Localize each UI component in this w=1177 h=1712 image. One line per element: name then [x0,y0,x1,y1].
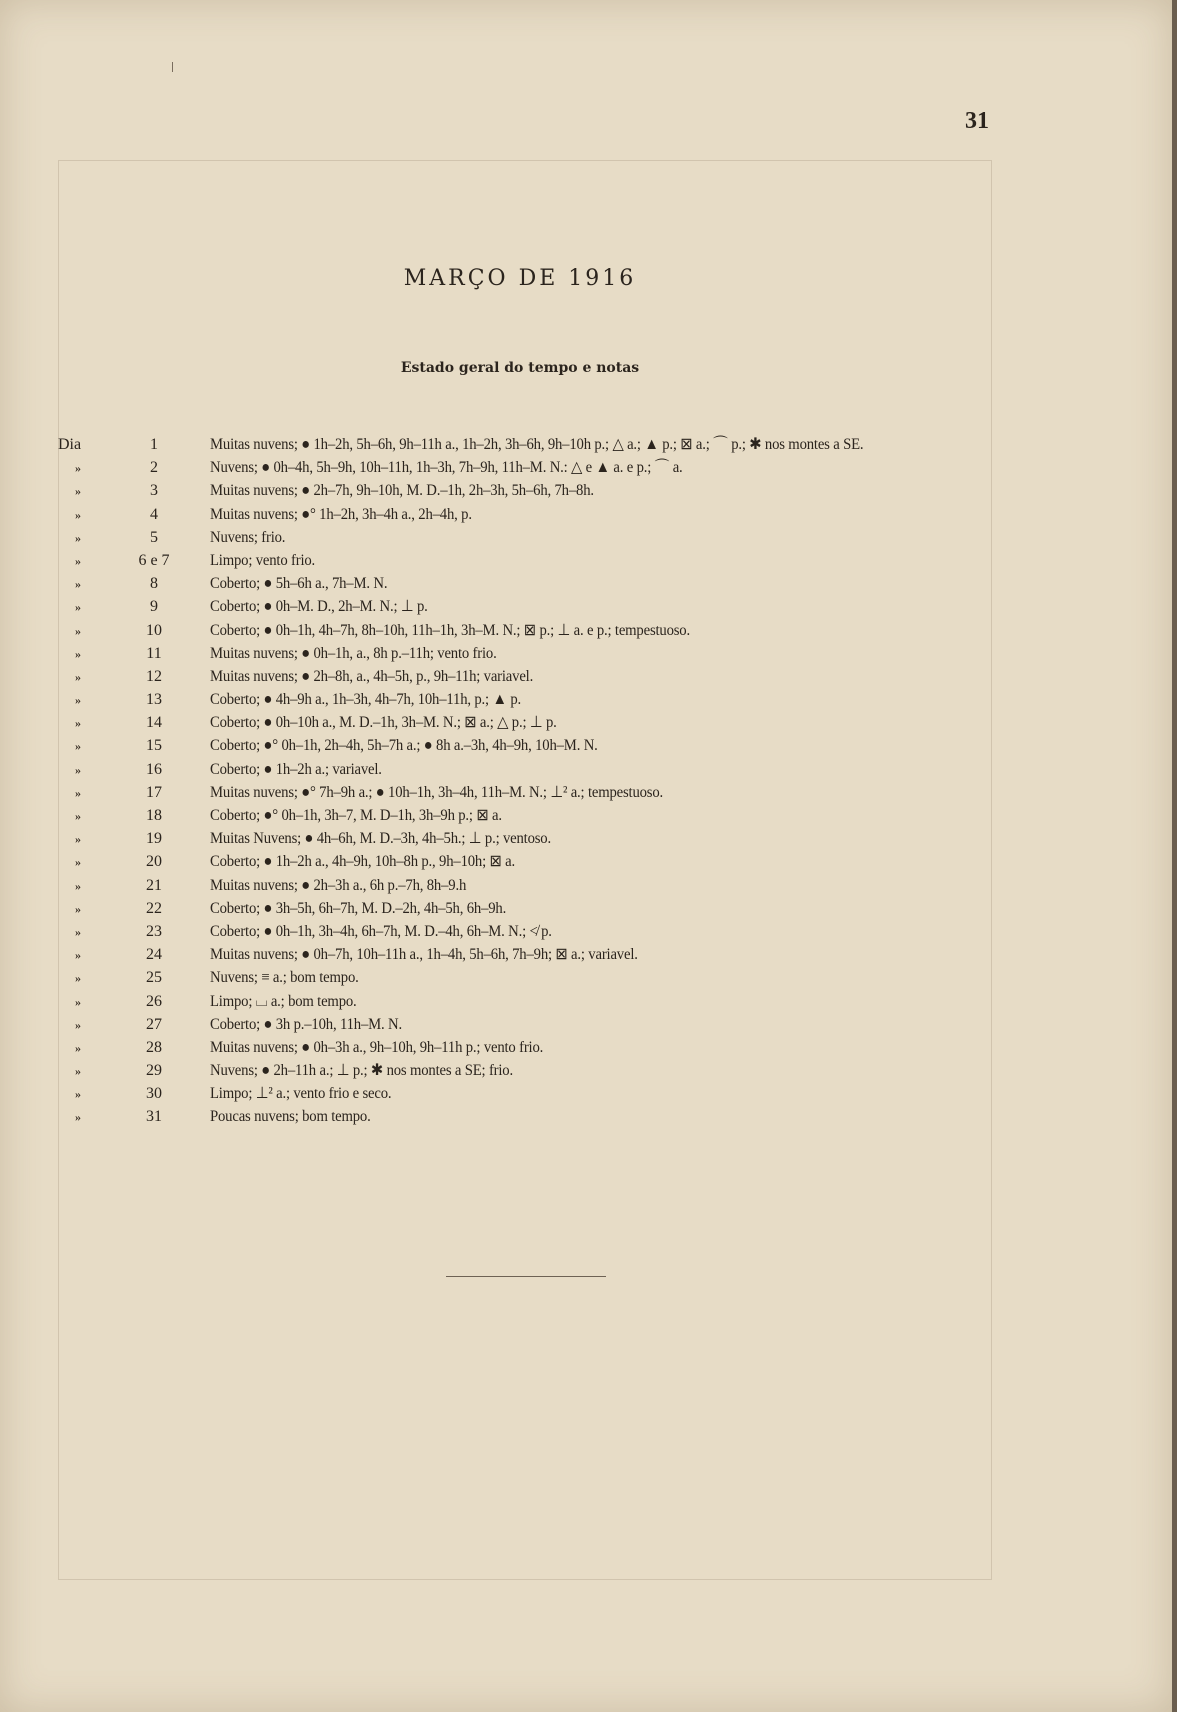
ditto-mark: » [75,762,81,777]
day-number: 17 [146,783,162,801]
margin-mark [172,62,173,72]
ditto-mark: » [75,484,81,499]
weather-note: Coberto; ● 3h p.–10h, 11h–M. N. [210,1015,402,1033]
day-number: 9 [150,598,158,616]
ditto-mark: » [75,785,81,800]
table-row [58,1059,1008,1082]
table-row [58,1036,1008,1059]
page-number: 31 [965,108,989,134]
table-row [58,758,1008,781]
ditto-mark: » [75,994,81,1009]
weather-note: Muitas nuvens; ● 0h–3h a., 9h–10h, 9h–11h p.; vento frio. [210,1038,544,1056]
table-row [58,503,1008,526]
day-number: 8 [150,575,158,593]
table-row [58,1013,1008,1036]
table-row [58,920,1008,943]
ditto-mark: » [75,693,81,708]
weather-note: Muitas nuvens; ● 0h–1h, a., 8h p.–11h; vento frio. [210,644,497,662]
table-row [58,850,1008,873]
day-number: 31 [146,1108,162,1126]
table-row [58,734,1008,757]
weather-note: Coberto; ● 3h–5h, 6h–7h, M. D.–2h, 4h–5h, 6h–9h. [210,899,507,917]
weather-note: Poucas nuvens; bom tempo. [210,1108,371,1126]
page-title: MARÇO DE 1916 [403,266,637,291]
day-number: 28 [146,1038,162,1056]
table-row [58,781,1008,804]
table-row [58,433,1008,456]
table-row [58,619,1008,642]
table-row [58,966,1008,989]
table-row [58,804,1008,827]
ditto-mark: » [75,530,81,545]
table-row [58,456,1008,479]
day-number: 25 [146,969,162,987]
weather-note: Coberto; ● 0h–10h a., M. D.–1h, 3h–M. N.; ⊠ a.; △ p.; ⊥ p. [210,714,557,732]
weather-note: Coberto; ●° 0h–1h, 3h–7, M. D–1h, 3h–9h p.; ⊠ a. [210,807,502,824]
day-number: 18 [146,807,162,824]
day-number: 6 e 7 [138,551,170,569]
ditto-mark: » [75,461,81,476]
weather-note: Muitas Nuvens; ● 4h–6h, M. D.–3h, 4h–5h.; ⊥ p.; ventoso. [210,830,551,848]
table-row [58,1082,1008,1105]
ditto-mark: » [75,646,81,661]
day-number: 3 [150,482,158,500]
day-number: 20 [146,853,162,871]
ditto-mark: » [75,971,81,986]
weather-note: Coberto; ● 4h–9h a., 1h–3h, 4h–7h, 10h–11h, p.; ▲ p. [210,691,522,709]
ditto-mark: » [75,553,81,568]
weather-note: Coberto; ●° 0h–1h, 2h–4h, 5h–7h a.; ● 8h a.–3h, 4h–9h, 10h–M. N. [210,737,598,755]
weather-notes-table [58,433,1008,1129]
day-number: 2 [150,459,158,477]
ditto-mark: » [75,716,81,731]
weather-note: Coberto; ● 0h–1h, 4h–7h, 8h–10h, 11h–1h, 3h–M. N.; ⊠ p.; ⊥ a. e p.; tempestuoso. [210,621,690,639]
ditto-mark: » [75,1087,81,1102]
day-number: 13 [146,691,162,709]
table-row [58,688,1008,711]
ditto-mark: » [75,1017,81,1032]
ditto-mark: » [75,577,81,592]
day-number: 15 [146,737,162,755]
day-number: 27 [146,1015,162,1033]
table-row [58,1105,1008,1128]
ditto-mark: » [75,1040,81,1055]
weather-note: Coberto; ● 0h–1h, 3h–4h, 6h–7h, M. D.–4h, 6h–M. N.; ≮ p. [210,922,552,940]
ditto-mark: » [75,924,81,939]
day-number: 12 [146,667,162,685]
table-row [58,595,1008,618]
day-number: 30 [146,1085,162,1103]
weather-note: Muitas nuvens; ● 2h–3h a., 6h p.–7h, 8h–9.h [210,876,467,894]
day-number: 1 [150,436,158,453]
weather-note: Coberto; ● 5h–6h a., 7h–M. N. [210,575,388,593]
end-rule [446,1276,606,1277]
table-row [58,642,1008,665]
weather-note: Nuvens; ≡ a.; bom tempo. [210,969,359,987]
weather-note: Coberto; ● 1h–2h a.; variavel. [210,760,382,778]
ditto-mark: » [75,739,81,754]
weather-note: Coberto; ● 0h–M. D., 2h–M. N.; ⊥ p. [210,598,428,616]
day-number: 29 [146,1062,162,1080]
table-row [58,897,1008,920]
day-number: 23 [146,922,162,940]
table-row [58,479,1008,502]
weather-note: Nuvens; ● 0h–4h, 5h–9h, 10h–11h, 1h–3h, 7h–9h, 11h–M. N.: △ e ▲ a. e p.; ⌒ a. [210,459,683,477]
day-number: 10 [146,621,162,639]
day-number: 21 [146,876,162,894]
weather-note: Limpo; ⌴ a.; bom tempo. [210,992,357,1010]
table-row [58,827,1008,850]
ditto-mark: » [75,878,81,893]
weather-note: Nuvens; ● 2h–11h a.; ⊥ p.; ✱ nos montes a SE; frio. [210,1062,513,1080]
weather-note: Muitas nuvens; ● 0h–7h, 10h–11h a., 1h–4h, 5h–6h, 7h–9h; ⊠ a.; variavel. [210,946,638,964]
table-row [58,665,1008,688]
day-number: 5 [150,528,158,546]
day-label: Dia [58,436,82,453]
weather-note: Muitas nuvens; ●° 1h–2h, 3h–4h a., 2h–4h, p. [210,505,472,523]
day-number: 19 [146,830,162,848]
ditto-mark: » [75,855,81,870]
section-subtitle: Estado geral do tempo e notas [400,360,640,376]
ditto-mark: » [75,507,81,522]
ditto-mark: » [75,901,81,916]
day-number: 22 [146,899,162,917]
ditto-mark: » [75,623,81,638]
day-number: 4 [150,505,158,523]
ditto-mark: » [75,1064,81,1079]
table-row [58,572,1008,595]
day-number: 26 [146,992,162,1010]
ditto-mark: » [75,600,81,615]
ditto-mark: » [75,948,81,963]
weather-note: Muitas nuvens; ● 2h–8h, a., 4h–5h, p., 9h–11h; variavel. [210,667,534,685]
table-row [58,990,1008,1013]
ditto-mark: » [75,669,81,684]
weather-note: Limpo; ⊥² a.; vento frio e seco. [210,1085,392,1103]
weather-note: Muitas nuvens; ● 2h–7h, 9h–10h, M. D.–1h, 2h–3h, 5h–6h, 7h–8h. [210,482,594,500]
day-number: 16 [146,760,162,778]
table-row [58,943,1008,966]
weather-note: Muitas nuvens; ●° 7h–9h a.; ● 10h–1h, 3h–4h, 11h–M. N.; ⊥² a.; tempestuoso. [210,783,664,801]
ditto-mark: » [75,809,81,823]
weather-note: Muitas nuvens; ● 1h–2h, 5h–6h, 9h–11h a., 1h–2h, 3h–6h, 9h–10h p.; △ a.; ▲ p.; ⊠ a.; ⌒ p.; ✱ nos montes a SE. [210,436,864,453]
table-row [58,711,1008,734]
weather-note: Nuvens; frio. [210,528,286,546]
weather-note: Coberto; ● 1h–2h a., 4h–9h, 10h–8h p., 9h–10h; ⊠ a. [210,853,515,871]
ditto-mark: » [75,832,81,847]
table-row [58,526,1008,549]
day-number: 24 [146,946,162,964]
day-number: 11 [146,644,162,662]
weather-note: Limpo; vento frio. [210,551,316,569]
day-number: 14 [146,714,162,732]
ditto-mark: » [75,1110,81,1125]
table-row [58,874,1008,897]
table-row [58,549,1008,572]
